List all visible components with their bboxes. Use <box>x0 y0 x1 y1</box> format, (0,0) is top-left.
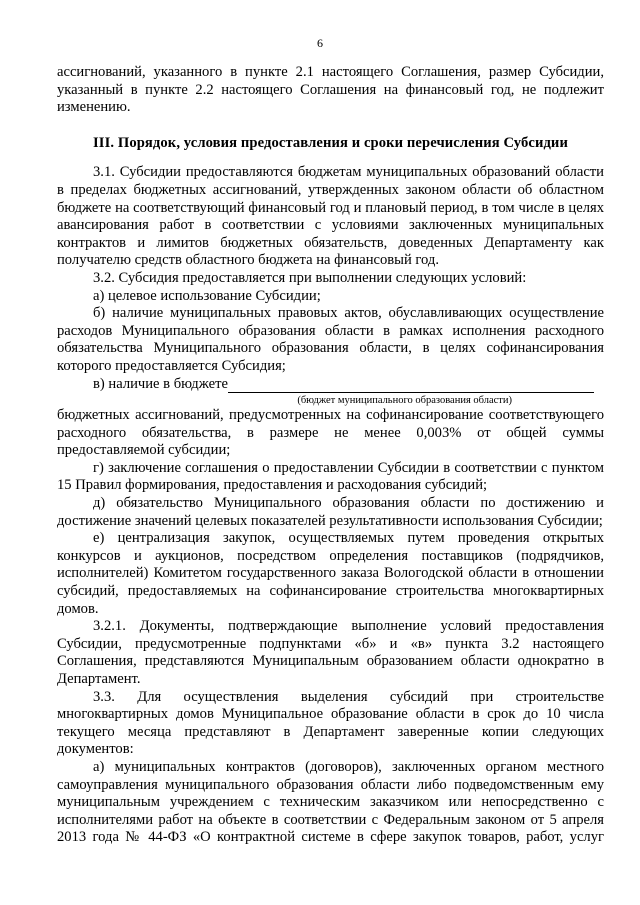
condition-a: а) целевое использование Субсидии; <box>93 287 321 304</box>
paragraph-3-2-1: 3.2.1. Документы, подтверждающие выполнение условий предоставления Субсидии, предусмотренные подпунктами «б» и «в» пункта 3.2 настоящего Соглашения, представляются Муниципальным образованием области однократно в Департамент. <box>57 618 604 687</box>
condition-v-line <box>57 376 604 394</box>
document-body <box>57 64 604 865</box>
paragraph-3-2: 3.2. Субсидия предоставляется при выполнении следующих условий: <box>93 269 527 286</box>
condition-v-label: в) наличие в бюджете <box>93 375 228 392</box>
condition-b: б) наличие муниципальных правовых актов, обуславливающих осуществление расходов Муниципального образования области в рамках исполнения расходного обязательства Муниципального образования области, в целях софинансирования которого предоставляется Субсидия; <box>57 305 604 374</box>
section-heading: III. Порядок, условия предоставления и сроки перечисления Субсидии <box>93 134 568 151</box>
page-number: 6 <box>317 36 323 50</box>
condition-v-text: бюджетных ассигнований, предусмотренных на софинансирование соответствующего расходного обязательства, в размере не менее 0,003% от общей суммы предоставляемой субсидии; <box>57 407 604 459</box>
paragraph-continuation: ассигнований, указанного в пункте 2.1 настоящего Соглашения, размер Субсидии, указанный в пункте 2.2 настоящего Соглашения на финансовый год, не подлежит изменению. <box>57 64 604 116</box>
underline-caption: (бюджет муниципального образования области) <box>297 395 512 407</box>
fill-in-underline <box>228 379 594 393</box>
paragraph-3-3: 3.3. Для осуществления выделения субсидий при строительстве многоквартирных домов Муниципальное образование области в срок до 10 числа текущего месяца представляют в Департамент заверенные копии следующих документов: <box>57 688 604 758</box>
condition-g: г) заключение соглашения о предоставлении Субсидии в соответствии с пунктом 15 Правил формирования, предоставления и расходования субсидий; <box>57 459 604 494</box>
document-item-a: а) муниципальных контрактов (договоров), заключенных органом местного самоуправления муниципального образования области либо подведомственным ему муниципальным учреждением с техническим заказчиком или непосредственно с исполнителями работ на объекте в соответствии с Федеральным законом от 5 апреля 2013 года № 44-ФЗ «О контрактной системе в сфере закупок товаров, работ, услуг <box>57 758 604 846</box>
condition-e: е) централизация закупок, осуществляемых путем проведения открытых конкурсов и аукционов, посредством определения поставщиков (подрядчиков, исполнителей) Комитетом государственного заказа Вологодской области в отношении субсидий, предоставляемых на софинансирование строительства многоквартирных домов. <box>57 530 604 617</box>
condition-d: д) обязательство Муниципального образования области по достижению и достижение значений целевых показателей результативности использования Субсидии; <box>57 495 604 529</box>
paragraph-3-1: 3.1. Субсидии предоставляются бюджетам муниципальных образований области в пределах бюджетных ассигнований, утвержденных законом области об областном бюджете на соответствующий финансовый год и плановый период, в том числе в целях авансирования работ в соответствии с условиями заключенных муниципальных контрактов и лимитов бюджетных обязательств, доведенных Департаменту как получателю средств областного бюджета на финансовый год. <box>57 164 604 269</box>
